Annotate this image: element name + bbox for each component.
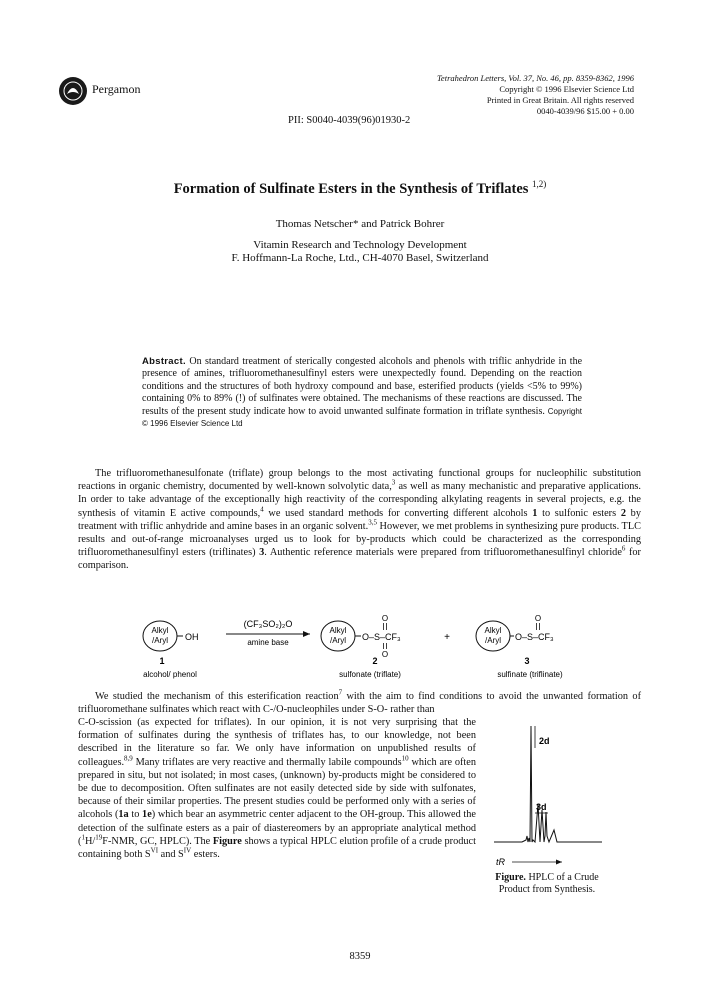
text-run: ) which bear an asymmetric center adjacent to the OH-group. This allowed the detection of the sulfinate esters as a pair of diastereomers by an appropriate analytical method ( [78,809,476,847]
printed-line: Printed in Great Britain. All rights reserved [486,95,634,105]
citation-ref: 6 [621,544,626,553]
compound-number: 1a [118,809,129,821]
compound-number: 1 [532,507,538,519]
paragraph-mechanism-body [78,716,476,861]
abstract-copyright: Copyright © 1996 Elsevier Science Ltd [142,406,582,429]
oxo-top-label: O [534,614,542,623]
text-run: shows a typical HPLC elution profile of a crude product containing both S [78,835,476,861]
paragraph-intro [78,467,641,573]
compound-1-number: 1 [159,656,165,666]
authors: Thomas Netscher* and Patrick Bohrer [275,218,445,230]
pii: PII: S0040-4039(96)01930-2 [288,115,411,126]
arrow-head-icon [556,860,562,865]
text-run: which are often prepared in situ, but not isolated; in most cases, (unknown) by-products might be considered to be due to decomposition. Often sulfinates are not easily detected side by side with sulfonates, because of their similar properties. The present studies could be performed only with a series of alcohols ( [78,756,476,821]
caption-text: HPLC of a Crude Product from Synthesis. [498,872,599,895]
issn-line: 0040-4039/96 $15.00 + 0.00 [536,106,634,116]
copyright-line: Copyright © 1996 Elsevier Science Ltd [499,84,634,94]
reagent-label: (CF₃SO₂)₂O [243,619,293,629]
compound-number: 2 [620,507,626,519]
pergamon-logo [58,76,88,106]
text-run: we used standard methods for converting different alcohols [263,507,533,519]
alkyl-label: Alkyl [329,626,347,635]
text-run: H/ [84,835,96,847]
text-run: to [128,809,143,821]
text-run: F-NMR, GC, HPLC). The [102,835,213,847]
compound-2-number: 2 [372,656,378,666]
oxo-top-label: O [381,614,389,623]
text-run: esters. [191,849,220,861]
title-text: Formation of Sulfinate Esters in the Synthesis of Triflates [173,181,529,197]
hydroxyl-label: OH [185,632,199,642]
text-run: Many triflates are very reactive and thermally labile compounds [132,756,402,768]
abstract-label: Abstract. [142,356,186,367]
superscript: VI [150,846,159,855]
title-refs: 1,2) [532,179,547,190]
compound-number: 3 [259,547,265,559]
compound-3-label: sulfinate (triflinate) [497,670,563,679]
figure-reference: Figure [212,835,242,847]
caption-label: Figure. [495,872,526,883]
text-run: to sulfonic esters [537,507,621,519]
plus-sign: + [444,632,450,643]
aryl-label: /Aryl [330,636,346,645]
arrow-head-icon [303,631,310,637]
text-run: as well as many mechanistic and preparative applications. In order to take advantage of the exceptionally high reactivity of the corresponding alkylating reagents in several projects, e.g. the synthesis of vitamin E active compounds, [78,481,641,519]
citation-ref: 3,5 [368,518,377,527]
text-run: However, we met problems in synthesizing pure products. TLC results and out-of-range microanalyses urged us to look for by-products which could be characterized as the corresponding trifluoromethanesulfinyl esters (triflinates) [78,520,641,559]
sulfinate-group: O–S–CF₃ [515,632,554,642]
base-label: amine base [247,638,289,647]
page-number: 8359 [349,951,371,962]
paragraph-mechanism-intro [78,690,641,716]
compound-number: 1e [142,809,152,821]
affiliation-line-1: Vitamin Research and Technology Development [253,239,467,251]
text-run: for comparison. [78,547,641,572]
affiliation-line-2: F. Hoffmann-La Roche, Ltd., CH-4070 Basel, Switzerland [231,252,489,264]
superscript: 1 [81,833,85,842]
citation-ref: 7 [338,688,343,697]
oxo-bottom-label: O [381,650,389,659]
text-run: and S [158,849,184,861]
sulfonate-group: O–S–CF₃ [362,632,401,642]
superscript: 19 [95,833,103,842]
alkyl-label: Alkyl [484,626,502,635]
journal-citation: Tetrahedron Letters, Vol. 37, No. 46, pp. 8359-8362, 1996 [436,73,634,83]
text-run: C-O-scission (as expected for triflates). In our opinion, it is not very surprising that the formation of sulfinates during the synthesis of triflates has, to our knowledge, not been described in the literature so far. We only have information on unpublished results of colleagues. [78,717,476,768]
citation-ref: 8,9 [124,754,133,763]
compound-1-label: alcohol/ phenol [143,670,197,679]
publisher-name: Pergamon [92,82,141,96]
peak-3d-label: 3d [536,802,547,812]
paper-title [0,181,720,198]
aryl-label: /Aryl [485,636,501,645]
compound-3-number: 3 [524,656,530,666]
citation-ref: 4 [260,505,264,514]
figure-caption [482,872,612,896]
text-run: . Authentic reference materials were prepared from trifluoromethanesulfinyl chloride [264,547,622,559]
hplc-chromatogram [482,718,612,878]
aryl-label: /Aryl [152,636,168,645]
text-run: by treatment with triflic anhydride and amine bases in an organic solvent. [78,507,641,532]
text-run: The trifluoromethanesulfonate (triflate) group belongs to the most activating functional groups for nucleophilic substitution reactions in organic chemistry, documented by well-known solvolytic data, [78,468,641,493]
text-run: with the aim to find conditions to avoid the unwanted formation of trifluoromethane sulfinates which react with C-/O-nucleophiles under S-O- rather than [78,691,641,716]
reaction-scheme [0,614,720,680]
abstract [142,356,582,430]
peak-2d-label: 2d [539,736,550,746]
citation-ref: 10 [401,754,409,763]
alkyl-label: Alkyl [151,626,169,635]
retention-axis-label: tR [496,857,505,867]
journal-info [437,73,634,117]
affiliation [0,239,720,265]
citation-ref: 3 [391,478,396,487]
superscript: IV [183,846,192,855]
text-run: We studied the mechanism of this esterification reaction [95,691,339,702]
compound-2-label: sulfonate (triflate) [339,670,401,679]
abstract-text: On standard treatment of sterically congested alcohols and phenols with triflic anhydride in the presence of amines, trifluoromethanesulfinyl esters were unexpectedly found. Depending on the reaction conditions and the structures of both hydroxy compound and base, esterified products (yields <5% to 99%) containing 0% to 89% (!) of sulfinates were obtained. The mechanisms of these reactions are discussed. The results of the present study indicate how to avoid unwanted sulfinate formation in triflate synthesis. [142,356,583,417]
